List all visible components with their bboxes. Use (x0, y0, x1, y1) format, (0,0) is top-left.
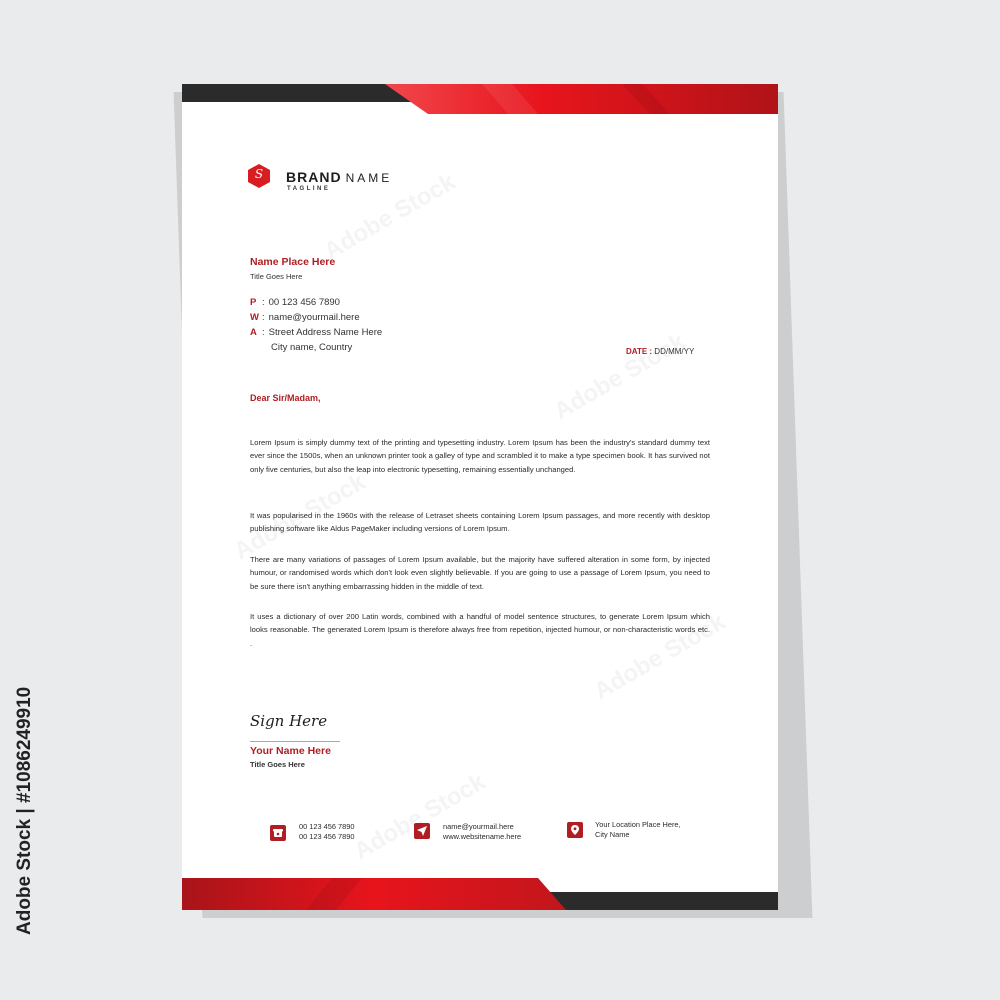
footer-phone-1: 00 123 456 7890 (299, 822, 355, 831)
footer-email-address: name@yourmail.here (443, 822, 514, 831)
brand-name (286, 169, 392, 185)
footer-website: www.websitename.here (443, 831, 522, 841)
contact-key: W (250, 312, 259, 323)
footer-email (443, 822, 521, 841)
contact-key: P (250, 297, 257, 308)
footer-location-line2: City Name (595, 829, 630, 839)
letter-date: DATE : DD/MM/YY (626, 347, 695, 356)
footer-phone-2: 00 123 456 7890 (299, 831, 355, 841)
send-icon (414, 823, 430, 839)
body-paragraph: Lorem Ipsum is simply dummy text of the printing and typesetting industry. Lorem Ipsum has been the industry's standard dummy text ever since the 1500s, when an unknown printer took a galley of type and scrambled it to make a type specimen book. It has survived not only five centuries, but also the leap into electronic typesetting, remaining essentially unchanged. (250, 438, 710, 474)
contact-city (271, 342, 352, 353)
contact-value: name@yourmail.here (268, 312, 360, 323)
salutation: Dear Sir/Madam, (250, 393, 321, 403)
signer-title: Title Goes Here (250, 760, 305, 769)
phone-icon (270, 825, 286, 841)
sender-name: Name Place Here (250, 256, 336, 268)
brand-name-bold: BRAND (286, 169, 342, 185)
contact-key: A (250, 327, 257, 338)
brand-tagline: TAGLINE (287, 186, 331, 192)
stock-watermark (0, 0, 40, 1000)
date-value: DD/MM/YY (654, 347, 695, 356)
signature-script: Sign Here (250, 712, 328, 730)
header-bars (182, 84, 778, 114)
contact-phone: P : 00 123 456 7890 (250, 297, 340, 308)
signature-line (250, 741, 340, 742)
footer-phone (299, 822, 354, 841)
stock-id-text: Adobe Stock | #1086249910 (14, 686, 35, 935)
contact-value: 00 123 456 7890 (268, 297, 340, 308)
footer-location (595, 820, 681, 839)
contact-address: A : Street Address Name Here (250, 327, 383, 338)
date-label: DATE (626, 347, 648, 356)
body-paragraph: It uses a dictionary of over 200 Latin words, combined with a handful of model sentence structures, to generate Lorem Ipsum which looks reasonable. The generated Lorem Ipsum is therefore always free from repetition, injected humour, or non-characteristic words etc. . (250, 612, 710, 648)
contact-value: Street Address Name Here (268, 327, 383, 338)
brand-name-light: NAME (345, 171, 393, 185)
map-pin-icon (567, 822, 583, 838)
letterhead-page (182, 84, 778, 910)
body-paragraph: It was popularised in the 1960s with the release of Letraset sheets containing Lorem Ipsum passages, and more recently with desktop publishing software like Aldus PageMaker including versions of Lorem Ipsum. (250, 511, 710, 534)
contact-value: City name, Country (271, 342, 353, 353)
body-paragraph: There are many variations of passages of Lorem Ipsum available, but the majority have suffered alteration in some form, by injected humour, or randomised words which don't look even slightly believable. If you are going to use a passage of Lorem Ipsum, you need to be sure there isn't anything embarrassing hidden in the middle of text. (250, 555, 710, 591)
sender-title: Title Goes Here (250, 272, 303, 281)
signer-name: Your Name Here (250, 745, 331, 757)
contact-web: W : name@yourmail.here (250, 312, 360, 323)
logo-letter: S (254, 167, 264, 181)
footer-bars (182, 878, 778, 910)
footer-location-line1: Your Location Place Here, (595, 820, 681, 829)
